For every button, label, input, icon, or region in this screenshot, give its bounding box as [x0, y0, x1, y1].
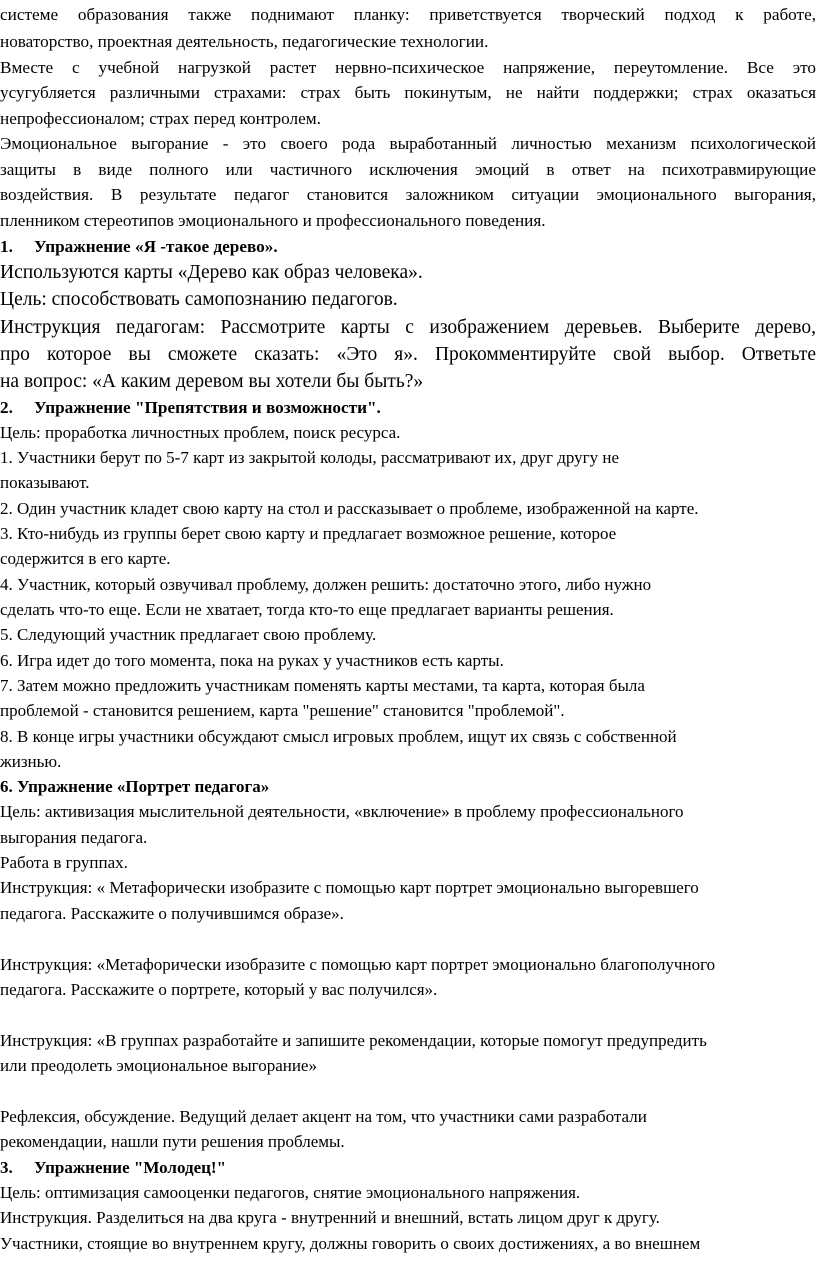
text-line: Инструкция: «Метафорически изобразите с помощью карт портрет эмоционально благополучного: [0, 955, 716, 974]
list-item: 8. В конце игры участники обсуждают смысл игровых проблем, ищут их связь с собственной: [0, 727, 677, 746]
list-item: 7. Затем можно предложить участникам поменять карты местами, та карта, которая была: [0, 676, 645, 695]
text-line: про которое вы сможете сказать: «Это я». Прокомментируйте свой выбор. Ответьте: [0, 344, 816, 365]
section-heading-2: [0, 397, 816, 419]
text-line: педагога. Расскажите о портрете, который у вас получился».: [0, 980, 438, 999]
text-line: проблемой - становится решением, карта "решение" становится "проблемой".: [0, 701, 565, 720]
text-line: новаторство, проектная деятельность, педагогические технологии.: [0, 32, 489, 51]
list-item: 6. Игра идет до того момента, пока на руках у участников есть карты.: [0, 651, 504, 670]
text-line: Участники, стоящие во внутреннем кругу, должны говорить о своих достижениях, а во внешнем: [0, 1234, 701, 1253]
heading-number: 2.: [0, 398, 13, 417]
text-line: рекомендации, нашли пути решения проблемы.: [0, 1132, 345, 1151]
text-line: содержится в его карте.: [0, 549, 171, 568]
heading-text: Упражнение "Препятствия и возможности".: [34, 398, 381, 417]
text-line: жизнью.: [0, 752, 62, 771]
list-item: 4. Участник, который озвучивал проблему, должен решить: достаточно этого, либо нужно: [0, 575, 652, 594]
text-line: Инструкция педагогам: Рассмотрите карты с изображением деревьев. Выберите дерево,: [0, 317, 816, 338]
text-line: Цель: проработка личностных проблем, поиск ресурса.: [0, 423, 401, 442]
list-item: 5. Следующий участник предлагает свою проблему.: [0, 625, 377, 644]
heading-text: Упражнение «Я -такое дерево».: [34, 237, 278, 256]
text-line: Рефлексия, обсуждение. Ведущий делает акцент на том, что участники сами разработали: [0, 1107, 647, 1126]
text-line: или преодолеть эмоциональное выгорание»: [0, 1056, 317, 1075]
text-line: на вопрос: «А каким деревом вы хотели бы быть?»: [0, 371, 424, 392]
text-line: усугубляется различными страхами: страх быть покинутым, не найти поддержки; страх оказаться: [0, 83, 816, 102]
text-line: Цель: активизация мыслительной деятельности, «включение» в проблему профессионального: [0, 802, 684, 821]
text-line: Эмоциональное выгорание - это своего рода выработанный личностью механизм психологической: [0, 134, 816, 153]
text-line: воздействия. В результате педагог становится заложником ситуации эмоционального выгорания,: [0, 185, 816, 204]
text-line: системе образования также поднимают планку: приветствуется творческий подход к работе,: [0, 5, 816, 24]
text-line: Инструкция: « Метафорически изобразите с помощью карт портрет эмоционально выгоревшего: [0, 878, 699, 897]
heading-number: 3.: [0, 1158, 13, 1177]
list-item: 3. Кто-нибудь из группы берет свою карту и предлагает возможное решение, которое: [0, 524, 617, 543]
heading-text: Упражнение "Молодец!": [34, 1158, 227, 1177]
text-line: сделать что-то еще. Если не хватает, тогда кто-то еще предлагает варианты решения.: [0, 600, 614, 619]
section-heading-1: [0, 236, 816, 258]
section-heading-3: [0, 1157, 816, 1179]
text-line: Инструкция: «В группах разработайте и запишите рекомендации, которые помогут предупредить: [0, 1031, 707, 1050]
text-line: Цель: оптимизация самооценки педагогов, снятие эмоционального напряжения.: [0, 1183, 581, 1202]
text-line: Цель: способствовать самопознанию педагогов.: [0, 289, 398, 310]
section-heading-portrait: 6. Упражнение «Портрет педагога»: [0, 777, 270, 796]
text-line: выгорания педагога.: [0, 828, 148, 847]
heading-number: 1.: [0, 237, 13, 256]
text-line: показывают.: [0, 473, 90, 492]
text-line: непрофессионалом; страх перед контролем.: [0, 109, 321, 128]
text-line: педагога. Расскажите о получившимся образе».: [0, 904, 344, 923]
text-line: Работа в группах.: [0, 853, 128, 872]
list-item: 2. Один участник кладет свою карту на стол и рассказывает о проблеме, изображенной на карте.: [0, 499, 699, 518]
text-line: Вместе с учебной нагрузкой растет нервно-психическое напряжение, переутомление. Все это: [0, 58, 816, 77]
text-line: Инструкция. Разделиться на два круга - внутренний и внешний, встать лицом друг к другу.: [0, 1208, 660, 1227]
text-line: пленником стереотипов эмоционального и профессионального поведения.: [0, 211, 546, 230]
text-line: защиты в виде полного или частичного исключения эмоций в ответ на психотравмирующие: [0, 160, 816, 179]
text-line: Используются карты «Дерево как образ человека».: [0, 262, 423, 283]
list-item: 1. Участники берут по 5-7 карт из закрытой колоды, рассматривают их, друг другу не: [0, 448, 620, 467]
